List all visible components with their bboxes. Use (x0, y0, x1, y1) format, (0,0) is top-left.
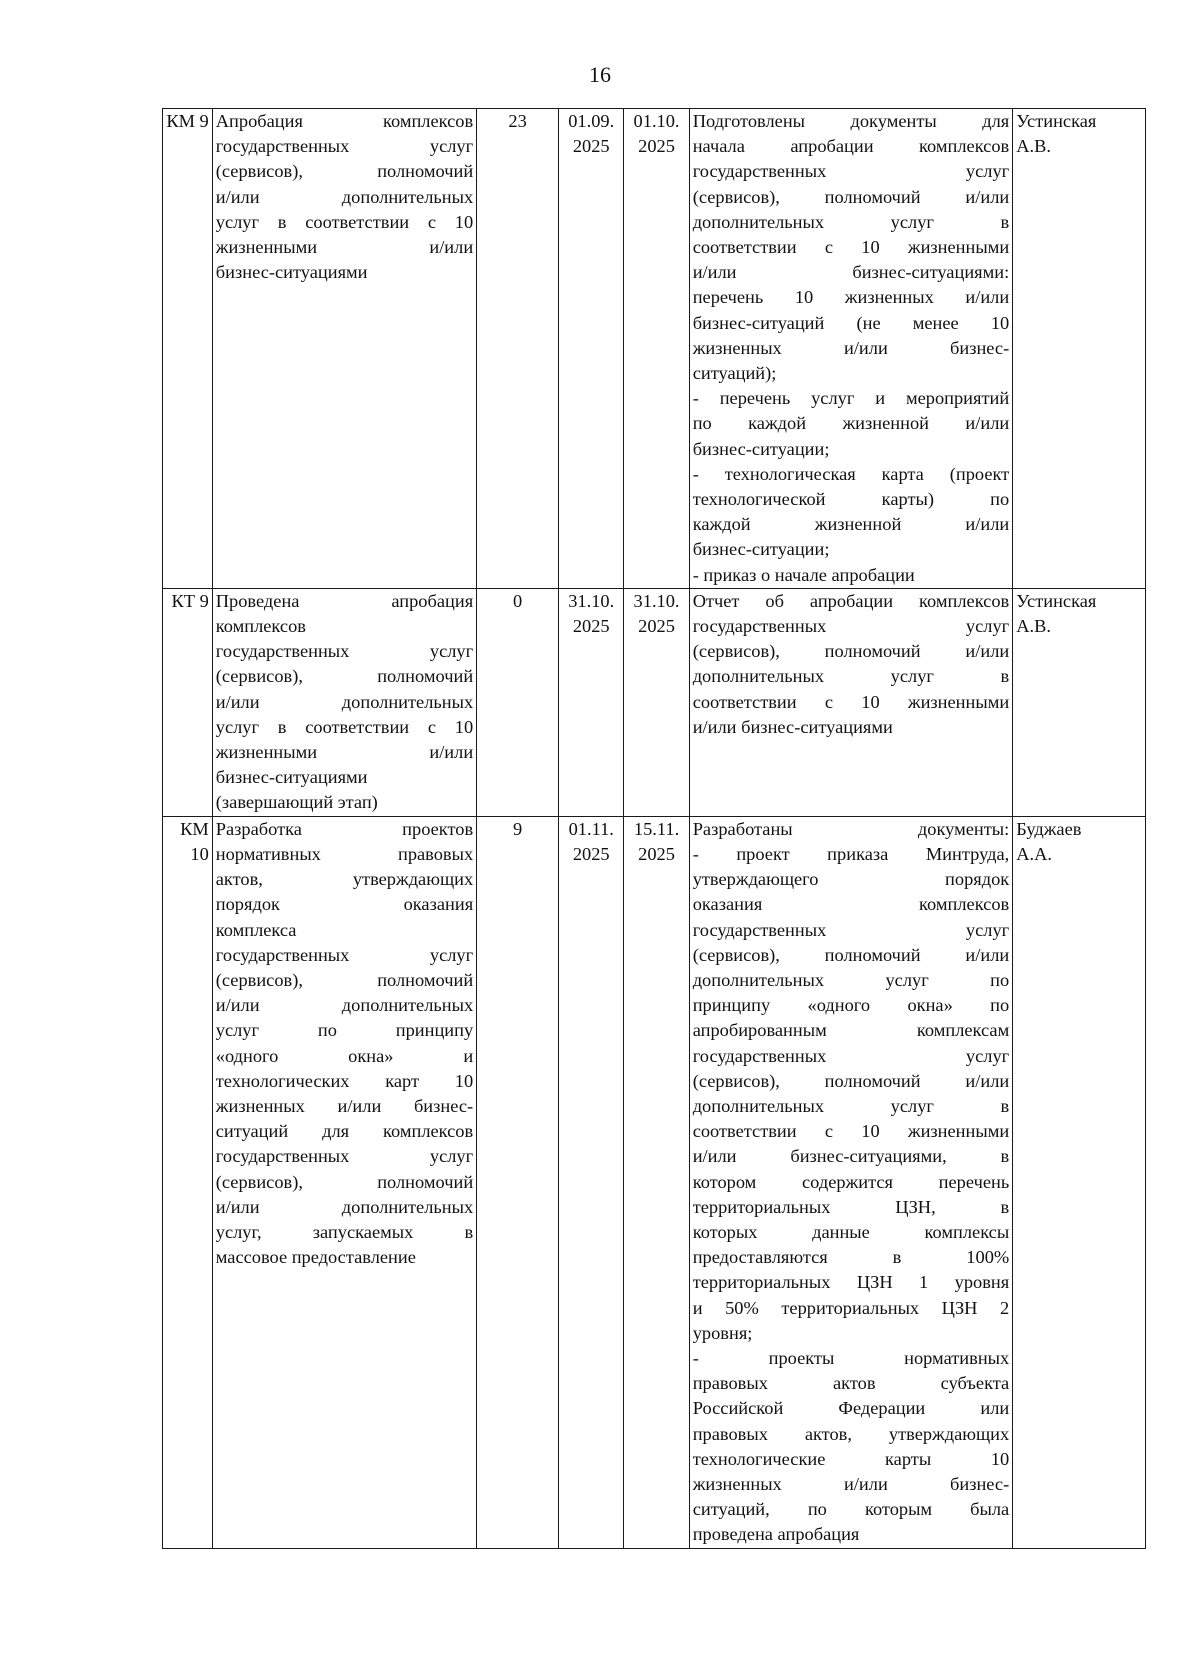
row-name-line: Проведена апробация (215, 590, 474, 611)
row-result-line: и/или бизнес-ситуациями: (692, 262, 1010, 283)
row-name-line: массовое предоставление (215, 1247, 416, 1268)
row-name-line: бизнес-ситуациями (215, 262, 368, 283)
row-result-line: территориальных ЦЗН, в (692, 1196, 1010, 1217)
row-responsible: Устинская А.В. (1013, 109, 1146, 589)
row-name-line: и/или дополнительных (215, 691, 474, 712)
row-name-line: и/или дополнительных (215, 1196, 474, 1217)
row-code: КТ 9 (163, 588, 213, 816)
row-name (212, 816, 476, 1548)
row-result-line: правовых актов субъекта (692, 1373, 1010, 1394)
row-name-line: государственных услуг (215, 1146, 474, 1167)
row-result-line: дополнительных услуг в (692, 666, 1010, 687)
row-name-line: комплекса (215, 919, 297, 940)
row-result-line: по каждой жизненной и/или (692, 413, 1010, 434)
row-result-line: соответствии с 10 жизненными (692, 691, 1010, 712)
row-result-line: бизнес-ситуации; (692, 438, 830, 459)
row-result-line: государственных услуг (692, 616, 1010, 637)
row-result-line: которых данные комплексы (692, 1221, 1010, 1242)
row-result-line: бизнес-ситуаций (не менее 10 (692, 312, 1010, 333)
row-name-line: (сервисов), полномочий (215, 666, 474, 687)
row-result-line: Российской Федерации или (692, 1398, 1010, 1419)
row-name-line: (сервисов), полномочий (215, 1171, 474, 1192)
row-result-line: - проект приказа Минтруда, (692, 843, 1010, 864)
row-code: КМ 10 (163, 816, 213, 1548)
row-result-line: дополнительных услуг в (692, 211, 1010, 232)
row-result-line: и/или бизнес-ситуациями (692, 716, 893, 737)
row-result-line: уровня; (692, 1322, 753, 1343)
row-result (689, 588, 1013, 816)
row-result-line: оказания комплексов (692, 894, 1010, 915)
row-result-line: бизнес-ситуации; (692, 539, 830, 560)
row-result-line: апробированным комплексам (692, 1020, 1010, 1041)
row-name (212, 588, 476, 816)
row-name-line: бизнес-ситуациями (215, 767, 368, 788)
row-end-date: 01.10. 2025 (624, 109, 689, 589)
activities-table (162, 108, 1146, 1549)
row-end-date: 15.11. 2025 (624, 816, 689, 1548)
table-row (163, 109, 1146, 589)
row-name-line: технологических карт 10 (215, 1070, 474, 1091)
row-result-line: технологической карты) по (692, 489, 1010, 510)
row-result-line: - технологическая карта (проект (692, 463, 1010, 484)
row-name-line: (сервисов), полномочий (215, 969, 474, 990)
row-result-line: соответствии с 10 жизненными (692, 237, 1010, 258)
row-result-line: государственных услуг (692, 161, 1010, 182)
row-result-line: - приказ о начале апробации (692, 564, 915, 585)
row-number: 23 (477, 109, 559, 589)
row-result (689, 816, 1013, 1548)
row-start-date: 01.09. 2025 (559, 109, 624, 589)
row-name-line: Разработка проектов (215, 818, 474, 839)
row-name-line: (сервисов), полномочий (215, 161, 474, 182)
row-result-line: - перечень услуг и мероприятий (692, 388, 1010, 409)
row-result-line: (сервисов), полномочий и/или (692, 1070, 1010, 1091)
row-result-line: Подготовлены документы для (692, 111, 1010, 131)
row-number: 9 (477, 816, 559, 1548)
row-number: 0 (477, 588, 559, 816)
row-result-line: государственных услуг (692, 919, 1010, 940)
row-end-date: 31.10. 2025 (624, 588, 689, 816)
row-result-line: дополнительных услуг в (692, 1095, 1010, 1116)
row-name-line: комплексов (215, 616, 306, 637)
row-name-line: ситуаций для комплексов (215, 1121, 474, 1142)
row-name-line: услуг в соответствии с 10 (215, 211, 474, 232)
row-name-line: государственных услуг (215, 136, 474, 157)
row-result-line: (сервисов), полномочий и/или (692, 641, 1010, 662)
row-name-line: (завершающий этап) (215, 792, 378, 813)
row-result-line: и 50% территориальных ЦЗН 2 (692, 1297, 1010, 1318)
row-result-line: и/или бизнес-ситуациями, в (692, 1146, 1010, 1167)
row-result-line: каждой жизненной и/или (692, 514, 1010, 535)
row-result-line: Разработаны документы: (692, 818, 1010, 839)
row-result-line: правовых актов, утверждающих (692, 1423, 1010, 1444)
row-result-line: жизненных и/или бизнес- (692, 337, 1010, 358)
row-name-line: государственных услуг (215, 944, 474, 965)
row-result-line: начала апробации комплексов (692, 136, 1010, 157)
row-responsible: Устинская А.В. (1013, 588, 1146, 816)
row-result-line: жизненных и/или бизнес- (692, 1473, 1010, 1494)
row-name-line: Апробация комплексов (215, 111, 474, 131)
row-name-line: «одного окна» и (215, 1045, 474, 1066)
row-result-line: соответствии с 10 жизненными (692, 1121, 1010, 1142)
row-name-line: услуг по принципу (215, 1020, 474, 1041)
row-code: КМ 9 (163, 109, 213, 589)
row-responsible: Буджаев А.А. (1013, 816, 1146, 1548)
row-result-line: (сервисов), полномочий и/или (692, 944, 1010, 965)
row-name (212, 109, 476, 589)
row-result-line: ситуаций); (692, 363, 777, 384)
table-row (163, 588, 1146, 816)
row-name-line: услуг в соответствии с 10 (215, 716, 474, 737)
row-result-line: (сервисов), полномочий и/или (692, 186, 1010, 207)
row-name-line: услуг, запускаемых в (215, 1221, 474, 1242)
row-name-line: государственных услуг (215, 641, 474, 662)
row-result-line: территориальных ЦЗН 1 уровня (692, 1272, 1010, 1293)
row-result-line: проведена апробация (692, 1524, 860, 1545)
row-result-line: технологические карты 10 (692, 1448, 1010, 1469)
row-start-date: 01.11. 2025 (559, 816, 624, 1548)
row-result-line: - проекты нормативных (692, 1347, 1010, 1368)
page-number: 16 (589, 62, 611, 87)
row-result-line: принципу «одного окна» по (692, 995, 1010, 1016)
row-result-line: перечень 10 жизненных и/или (692, 287, 1010, 308)
row-name-line: и/или дополнительных (215, 995, 474, 1016)
row-result (689, 109, 1013, 589)
row-name-line: порядок оказания (215, 894, 474, 915)
row-start-date: 31.10. 2025 (559, 588, 624, 816)
row-result-line: котором содержится перечень (692, 1171, 1010, 1192)
row-result-line: ситуаций, по которым была (692, 1499, 1010, 1520)
table-row (163, 816, 1146, 1548)
row-name-line: жизненными и/или (215, 237, 474, 258)
row-result-line: Отчет об апробации комплексов (692, 590, 1010, 611)
row-name-line: и/или дополнительных (215, 186, 474, 207)
row-name-line: жизненных и/или бизнес- (215, 1095, 474, 1116)
row-name-line: актов, утверждающих (215, 869, 474, 890)
row-result-line: государственных услуг (692, 1045, 1010, 1066)
row-result-line: утверждающего порядок (692, 869, 1010, 890)
row-result-line: предоставляются в 100% (692, 1247, 1010, 1268)
row-result-line: дополнительных услуг по (692, 969, 1010, 990)
row-name-line: нормативных правовых (215, 843, 474, 864)
row-name-line: жизненными и/или (215, 742, 474, 763)
